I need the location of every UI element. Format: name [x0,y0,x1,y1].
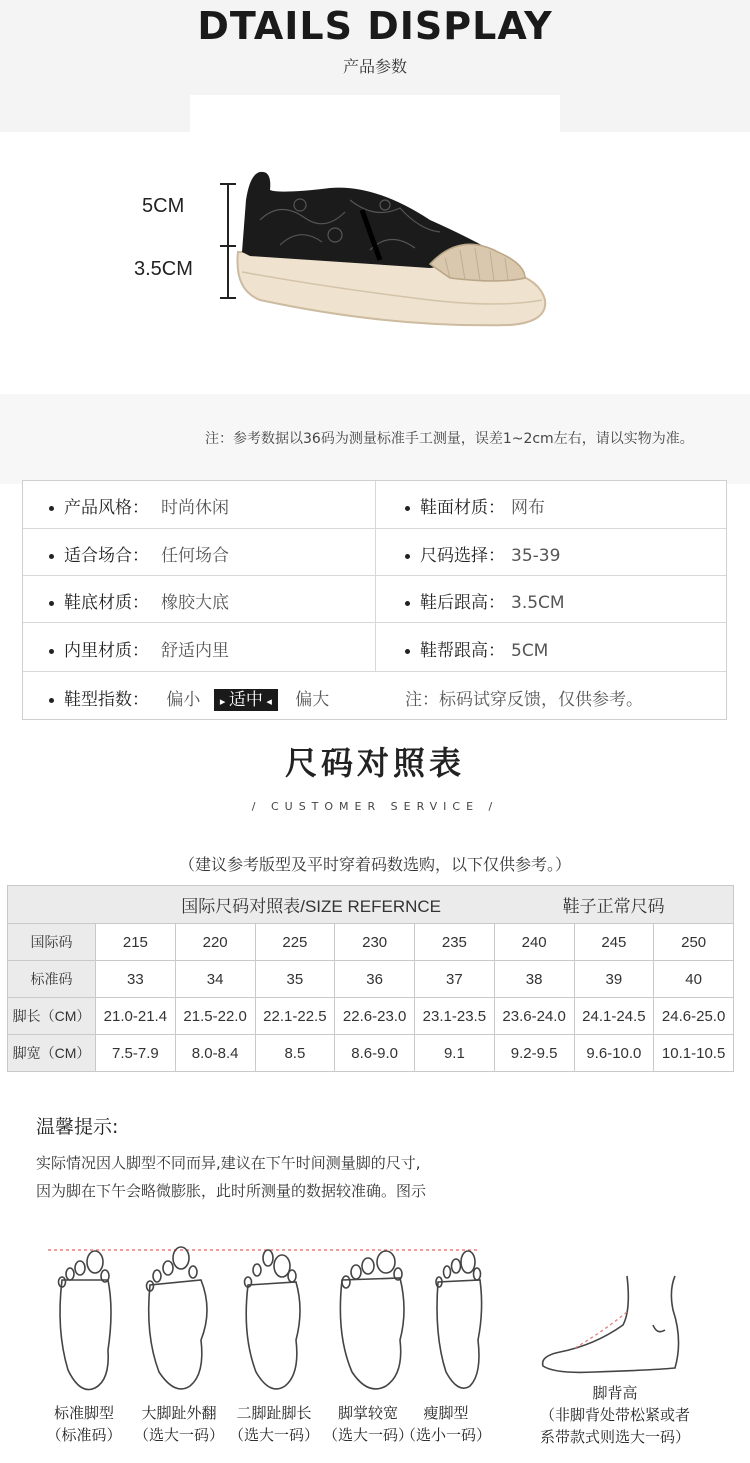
table-cell: 8.0-8.4 [175,1035,255,1072]
foot-label-bunion [124,1402,234,1446]
table-cell: 220 [175,924,255,961]
heel-height-label: 3.5CM [134,258,193,280]
foot-name: 大脚趾外翻 [141,1404,217,1422]
foot-long-second-toe-icon [245,1250,301,1389]
params-cell [49,493,229,518]
page-subtitle: 产品参数 [342,57,407,76]
param-label: 鞋帮跟高： [420,641,505,661]
row-label: 标准码 [8,961,96,998]
table-cell: 23.1-23.5 [415,998,495,1035]
param-label: 鞋型指数： [64,690,149,710]
bullet-icon [405,554,410,559]
size-chart-hint: （建议参考版型及平时穿着码数选购，以下仅供参考。） [178,855,571,874]
bullet-icon [405,601,410,606]
table-cell: 225 [255,924,335,961]
table-cell: 9.6-10.0 [574,1035,654,1072]
table-cell: 7.5-7.9 [96,1035,176,1072]
size-chart-subtitle: / CUSTOMER SERVICE / [251,800,499,813]
table-cell: 23.6-24.0 [494,998,574,1035]
size-table [7,885,734,1072]
params-cell [405,541,560,566]
size-header-side: 鞋子正常尺码 [494,886,733,924]
bullet-icon [49,698,54,703]
bullet-icon [49,649,54,654]
table-cell: 40 [654,961,734,998]
param-value: 舒适内里 [161,641,229,661]
param-value: 3.5CM [511,593,565,613]
table-cell: 250 [654,924,734,961]
fit-normal-badge [214,689,278,711]
param-label: 尺码选择： [420,546,505,566]
params-row [23,575,726,623]
foot-label-slim [391,1402,501,1446]
foot-wide-icon [340,1251,404,1389]
instep-advice-1: （非脚背处带松紧或者 [539,1406,690,1424]
table-cell: 34 [175,961,255,998]
size-header-main: 国际尺码对照表/SIZE REFERNCE [8,886,495,924]
foot-advice: （选大一码） [228,1426,319,1444]
table-cell: 215 [96,924,176,961]
table-row [8,961,734,998]
param-value: 橡胶大底 [161,593,229,613]
arrow-right-icon: ▸ [219,695,229,708]
dimension-lines [220,184,236,298]
param-label: 鞋面材质： [420,498,505,518]
foot-standard-icon [59,1251,112,1390]
param-value: 网布 [511,498,545,518]
fit-large: 偏大 [295,690,330,710]
table-cell: 21.0-21.4 [96,998,176,1035]
table-cell: 24.6-25.0 [654,998,734,1035]
param-label: 内里材质： [64,641,149,661]
measure-note: 注：参考数据以36码为测量标准手工测量，误差1~2cm左右，请以实物为准。 [205,431,694,447]
foot-advice: （标准码） [46,1426,122,1444]
instep-illustration [535,1270,695,1380]
bullet-icon [405,649,410,654]
params-row-fit [23,671,726,720]
bullet-icon [405,506,410,511]
param-value: 任何场合 [161,546,229,566]
param-label: 鞋后跟高： [420,593,505,613]
bullet-icon [49,554,54,559]
foot-advice: （选大一码） [133,1426,224,1444]
params-cell [49,685,329,710]
table-cell: 245 [574,924,654,961]
foot-name: 标准脚型 [53,1404,114,1422]
instep-name: 脚背高 [592,1384,638,1402]
table-row [8,998,734,1035]
table-cell: 37 [415,961,495,998]
size-table-header [8,886,734,924]
foot-name: 脚掌较宽 [337,1404,398,1422]
param-value: 5CM [511,641,549,661]
params-row [23,481,726,528]
tips-line-2: 因为脚在下午会略微膨胀，此时所测量的数据较准确。图示 [36,1182,427,1200]
instep-guide-line [575,1312,627,1348]
foot-advice: （选小一码） [400,1426,491,1444]
table-cell: 22.1-22.5 [255,998,335,1035]
table-cell: 9.2-9.5 [494,1035,574,1072]
table-cell: 10.1-10.5 [654,1035,734,1072]
table-cell: 21.5-22.0 [175,998,255,1035]
params-cell [49,541,229,566]
table-cell: 230 [335,924,415,961]
fit-normal: 适中 [228,690,263,710]
foot-advice: （选大一码） [322,1426,413,1444]
table-cell: 39 [574,961,654,998]
param-label: 鞋底材质： [64,593,149,613]
instep-advice-2: 系带款式则选大一码） [539,1428,690,1446]
table-cell: 24.1-24.5 [574,998,654,1035]
table-cell: 33 [96,961,176,998]
fit-note: 注：标码试穿反馈，仅供参考。 [405,690,643,710]
table-cell: 35 [255,961,335,998]
params-row [23,622,726,672]
photo-side-right [560,132,750,394]
table-cell: 22.6-23.0 [335,998,415,1035]
table-cell: 240 [494,924,574,961]
foot-name: 二脚趾脚长 [236,1404,312,1422]
foot-label-instep [520,1382,710,1448]
table-row [8,924,734,961]
table-cell: 9.1 [415,1035,495,1072]
bullet-icon [49,506,54,511]
size-chart-title: 尺码对照表 [284,744,465,782]
params-cell [49,588,229,613]
row-label: 国际码 [8,924,96,961]
params-cell [49,636,229,661]
params-cell [405,588,565,613]
foot-label-standard [29,1402,139,1446]
param-value: 35-39 [511,546,561,566]
fit-small: 偏小 [166,690,201,710]
row-label: 脚长（CM） [8,998,96,1035]
table-cell: 8.6-9.0 [335,1035,415,1072]
foot-bunion-icon [147,1247,208,1389]
table-cell: 36 [335,961,415,998]
foot-slim-icon [436,1251,482,1388]
shoe-image [130,160,570,350]
tips-title: 温馨提示: [36,1116,119,1138]
table-cell: 38 [494,961,574,998]
bullet-icon [49,601,54,606]
foot-name: 瘦脚型 [423,1404,469,1422]
table-row [8,1035,734,1072]
table-cell: 235 [415,924,495,961]
params-row [23,528,726,576]
params-cell [405,493,545,518]
param-label: 产品风格： [64,498,149,518]
foot-types-illustration [40,1240,490,1400]
tips-line-1: 实际情况因人脚型不同而异,建议在下午时间测量脚的尺寸, [36,1154,421,1172]
row-label: 脚宽（CM） [8,1035,96,1072]
table-cell: 8.5 [255,1035,335,1072]
page-title: DTAILS DISPLAY [197,4,553,48]
upper-height-label: 5CM [142,195,185,217]
arrow-left-icon: ◂ [262,695,272,708]
param-label: 适合场合： [64,546,149,566]
params-cell [405,636,548,661]
param-value: 时尚休闲 [161,498,229,518]
params-table [22,480,727,720]
